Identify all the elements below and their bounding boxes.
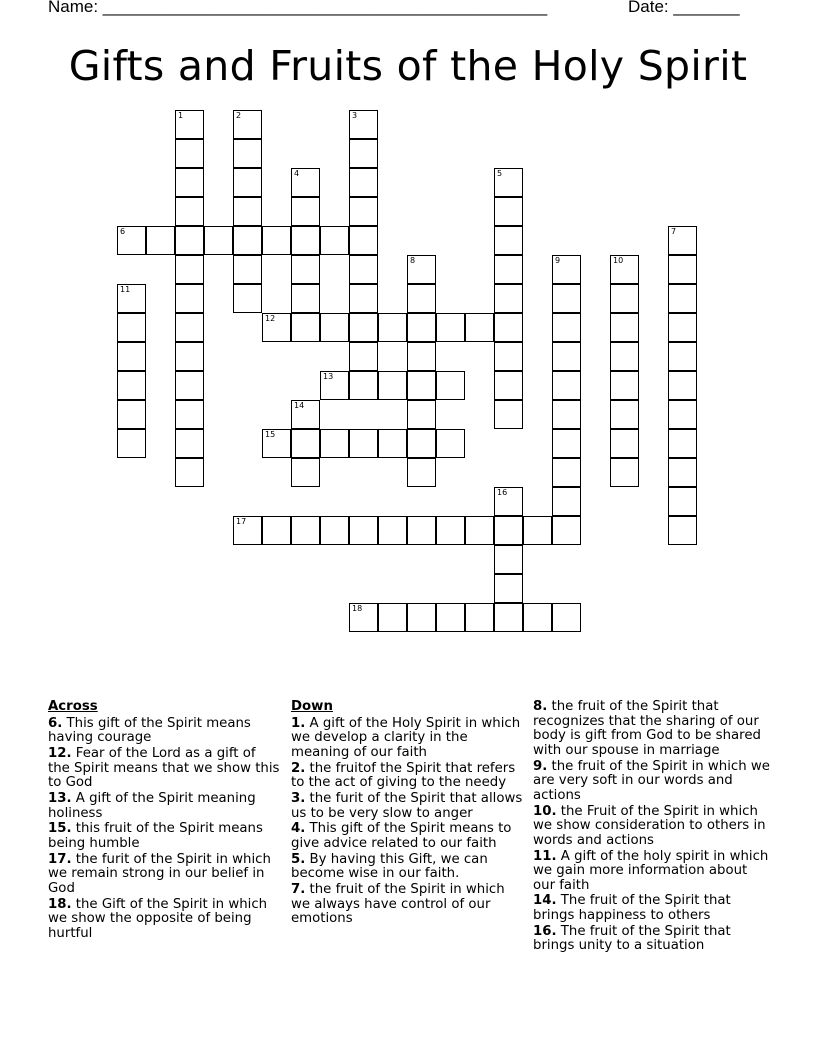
grid-cell[interactable] [233, 255, 262, 284]
clue-text: the Gift of the Spirit in which we show the opposite of being hurtful [48, 896, 268, 941]
grid-cell[interactable] [175, 139, 204, 168]
grid-cell[interactable] [349, 371, 378, 400]
clue-text: the fruit of the Spirit that recognizes that the sharing of our body is gift from God to be shared with our spouse in marriage [533, 699, 761, 758]
clue-item [291, 717, 523, 761]
clue-text: Fear of the Lord as a gift of the Spirit means that we show this to God [48, 745, 280, 791]
grid-cell[interactable] [523, 516, 552, 545]
grid-cell[interactable] [465, 313, 494, 342]
clue-number: 9. [533, 758, 548, 774]
grid-cell[interactable] [349, 429, 378, 458]
grid-cell[interactable] [175, 458, 204, 487]
grid-cell[interactable] [117, 371, 146, 400]
grid-cell[interactable] [668, 516, 697, 545]
cell-number: 9 [555, 256, 561, 265]
grid-cell[interactable] [494, 197, 523, 226]
grid-cell[interactable] [407, 371, 436, 400]
grid-cell[interactable] [407, 313, 436, 342]
clue-text: This gift of the Spirit means to give advice related to our faith [291, 821, 512, 851]
grid-cell[interactable] [320, 371, 349, 400]
grid-cell[interactable] [494, 603, 523, 632]
clue-item [533, 700, 773, 758]
cell-number: 14 [294, 401, 305, 410]
clue-number: 8. [533, 699, 548, 714]
grid-cell[interactable] [494, 516, 523, 545]
grid-cell[interactable] [349, 197, 378, 226]
cell-number: 18 [352, 604, 363, 613]
grid-cell[interactable] [436, 313, 465, 342]
across-clues [48, 700, 280, 943]
grid-cell[interactable] [117, 342, 146, 371]
grid-cell[interactable] [552, 516, 581, 545]
grid-cell[interactable] [117, 226, 146, 255]
cell-number: 2 [236, 111, 242, 120]
grid-cell[interactable] [262, 226, 291, 255]
grid-cell[interactable] [436, 516, 465, 545]
grid-cell[interactable] [407, 284, 436, 313]
grid-cell[interactable] [494, 313, 523, 342]
clue-number: 6. [48, 715, 63, 731]
grid-cell[interactable] [378, 603, 407, 632]
clue-number: 2. [291, 760, 306, 776]
clue-text: this fruit of the Spirit means being humble [48, 821, 263, 851]
grid-cell[interactable] [175, 168, 204, 197]
cell-number: 3 [352, 111, 358, 120]
grid-cell[interactable] [552, 458, 581, 487]
clue-item [48, 822, 280, 851]
grid-cell[interactable] [494, 342, 523, 371]
clue-item [533, 925, 773, 954]
grid-cell[interactable] [291, 168, 320, 197]
clue-number: 11. [533, 848, 557, 864]
down-clues [291, 700, 523, 928]
grid-cell[interactable] [407, 429, 436, 458]
grid-cell[interactable] [320, 226, 349, 255]
cell-number: 7 [671, 227, 677, 236]
clue-item [48, 717, 280, 746]
grid-cell[interactable] [262, 516, 291, 545]
grid-cell[interactable] [552, 255, 581, 284]
clue-text: The fruit of the Spirit that brings happiness to others [533, 893, 731, 924]
grid-cell[interactable] [117, 313, 146, 342]
clue-number: 15. [48, 821, 72, 837]
grid-cell[interactable] [494, 487, 523, 516]
grid-cell[interactable] [175, 284, 204, 313]
grid-cell[interactable] [349, 603, 378, 632]
grid-cell[interactable] [291, 284, 320, 313]
clue-text: the furit of the Spirit that allows us to be very slow to anger [291, 790, 523, 821]
grid-cell[interactable] [291, 429, 320, 458]
clue-item [291, 792, 523, 821]
cell-number: 10 [613, 256, 624, 265]
grid-cell[interactable] [291, 516, 320, 545]
clue-number: 3. [291, 790, 306, 806]
clue-text: the Fruit of the Spirit in which we show consideration to others in words and actions [533, 803, 766, 848]
cell-number: 16 [497, 488, 508, 497]
clue-item [48, 792, 280, 821]
grid-cell[interactable] [668, 255, 697, 284]
grid-cell[interactable] [523, 603, 552, 632]
grid-cell[interactable] [610, 313, 639, 342]
clue-text: the fruit of the Spirit in which we always have control of our emotions [291, 882, 505, 927]
grid-cell[interactable] [610, 284, 639, 313]
grid-cell[interactable] [552, 342, 581, 371]
clue-item [533, 894, 773, 923]
grid-cell[interactable] [465, 516, 494, 545]
cell-number: 13 [323, 372, 334, 381]
grid-cell[interactable] [494, 226, 523, 255]
grid-cell[interactable] [349, 284, 378, 313]
clue-item [291, 822, 523, 851]
grid-cell[interactable] [291, 197, 320, 226]
clue-number: 7. [291, 882, 306, 898]
grid-cell[interactable] [668, 313, 697, 342]
grid-cell[interactable] [465, 603, 494, 632]
grid-cell[interactable] [175, 400, 204, 429]
grid-cell[interactable] [668, 429, 697, 458]
grid-cell[interactable] [668, 284, 697, 313]
grid-cell[interactable] [610, 255, 639, 284]
down-heading: Down [291, 699, 333, 714]
clue-item [48, 898, 280, 942]
grid-cell[interactable] [668, 226, 697, 255]
grid-cell[interactable] [175, 197, 204, 226]
cell-number: 5 [497, 169, 503, 178]
grid-cell[interactable] [233, 284, 262, 313]
grid-cell[interactable] [262, 429, 291, 458]
page-title: Gifts and Fruits of the Holy Spirit [68, 42, 748, 90]
grid-cell[interactable] [320, 313, 349, 342]
grid-cell[interactable] [291, 226, 320, 255]
clue-item [533, 760, 773, 804]
grid-cell[interactable] [552, 284, 581, 313]
clue-number: 13. [48, 790, 72, 806]
cell-number: 4 [294, 169, 300, 178]
grid-cell[interactable] [407, 458, 436, 487]
grid-cell[interactable] [117, 429, 146, 458]
clue-item [291, 883, 523, 927]
grid-cell[interactable] [436, 371, 465, 400]
grid-cell[interactable] [407, 342, 436, 371]
grid-cell[interactable] [610, 371, 639, 400]
clue-item [291, 853, 523, 882]
grid-cell[interactable] [552, 400, 581, 429]
grid-cell[interactable] [552, 487, 581, 516]
clue-number: 5. [291, 851, 306, 867]
grid-cell[interactable] [552, 429, 581, 458]
cell-number: 6 [120, 227, 126, 236]
grid-cell[interactable] [291, 400, 320, 429]
grid-cell[interactable] [291, 458, 320, 487]
clue-number: 4. [291, 821, 306, 837]
grid-cell[interactable] [320, 429, 349, 458]
grid-cell[interactable] [175, 110, 204, 139]
grid-cell[interactable] [436, 429, 465, 458]
grid-cell[interactable] [349, 226, 378, 255]
grid-cell[interactable] [378, 371, 407, 400]
grid-cell[interactable] [610, 458, 639, 487]
grid-cell[interactable] [175, 226, 204, 255]
grid-cell[interactable] [233, 516, 262, 545]
clue-item [291, 762, 523, 791]
grid-cell[interactable] [349, 255, 378, 284]
grid-cell[interactable] [117, 400, 146, 429]
clue-number: 18. [48, 896, 72, 912]
grid-cell[interactable] [494, 545, 523, 574]
clue-item [533, 850, 773, 894]
grid-cell[interactable] [668, 458, 697, 487]
clue-text: The fruit of the Spirit that brings unity to a situation [533, 923, 731, 954]
grid-cell[interactable] [291, 255, 320, 284]
grid-cell[interactable] [349, 139, 378, 168]
grid-cell[interactable] [291, 313, 320, 342]
grid-cell[interactable] [494, 574, 523, 603]
cell-number: 17 [236, 517, 247, 526]
grid-cell[interactable] [407, 603, 436, 632]
clue-text: A gift of the Spirit meaning holiness [48, 790, 256, 821]
grid-cell[interactable] [233, 226, 262, 255]
grid-cell[interactable] [668, 342, 697, 371]
grid-cell[interactable] [349, 313, 378, 342]
grid-cell[interactable] [320, 516, 349, 545]
down-clues-continued [533, 700, 773, 955]
grid-cell[interactable] [552, 313, 581, 342]
grid-cell[interactable] [175, 371, 204, 400]
grid-cell[interactable] [494, 168, 523, 197]
grid-cell[interactable] [668, 487, 697, 516]
grid-cell[interactable] [436, 603, 465, 632]
grid-cell[interactable] [262, 313, 291, 342]
clue-text: A gift of the holy spirit in which we gain more information about our faith [533, 848, 769, 893]
grid-cell[interactable] [407, 400, 436, 429]
cell-number: 15 [265, 430, 276, 439]
grid-cell[interactable] [494, 255, 523, 284]
grid-cell[interactable] [233, 110, 262, 139]
grid-cell[interactable] [233, 197, 262, 226]
grid-cell[interactable] [610, 400, 639, 429]
grid-cell[interactable] [378, 313, 407, 342]
grid-cell[interactable] [378, 516, 407, 545]
clue-text: By having this Gift, we can become wise in our faith. [291, 851, 488, 882]
grid-cell[interactable] [494, 400, 523, 429]
grid-cell[interactable] [175, 429, 204, 458]
clue-number: 14. [533, 893, 557, 909]
grid-cell[interactable] [233, 139, 262, 168]
grid-cell[interactable] [407, 255, 436, 284]
grid-cell[interactable] [610, 429, 639, 458]
cell-number: 8 [410, 256, 416, 265]
grid-cell[interactable] [494, 284, 523, 313]
grid-cell[interactable] [349, 110, 378, 139]
grid-cell[interactable] [233, 168, 262, 197]
grid-cell[interactable] [378, 429, 407, 458]
grid-cell[interactable] [349, 516, 378, 545]
cell-number: 12 [265, 314, 276, 323]
grid-cell[interactable] [175, 255, 204, 284]
grid-cell[interactable] [117, 284, 146, 313]
grid-cell[interactable] [175, 313, 204, 342]
clue-item [48, 853, 280, 897]
grid-cell[interactable] [204, 226, 233, 255]
grid-cell[interactable] [349, 342, 378, 371]
clue-item [533, 805, 773, 849]
grid-cell[interactable] [494, 371, 523, 400]
grid-cell[interactable] [610, 342, 639, 371]
clue-text: the furit of the Spirit in which we remain strong in our belief in God [48, 851, 271, 896]
clue-text: the fruitof the Spirit that refers to the act of giving to the needy [291, 760, 516, 791]
grid-cell[interactable] [668, 371, 697, 400]
clue-text: A gift of the Holy Spirit in which we develop a clarity in the meaning of our faith [291, 715, 521, 760]
clue-number: 10. [533, 803, 557, 819]
clue-number: 1. [291, 715, 306, 731]
clue-text: This gift of the Spirit means having courage [48, 715, 251, 746]
cell-number: 1 [178, 111, 184, 120]
name-field[interactable]: Name: _______________________________________________ [48, 0, 548, 16]
grid-cell[interactable] [552, 371, 581, 400]
grid-cell[interactable] [349, 168, 378, 197]
grid-cell[interactable] [175, 342, 204, 371]
clue-number: 16. [533, 923, 557, 939]
grid-cell[interactable] [668, 400, 697, 429]
clue-number: 17. [48, 851, 72, 867]
clue-text: the fruit of the Spirit in which we are very soft in our words and actions [533, 758, 770, 803]
date-field[interactable]: Date: _______ [628, 0, 740, 16]
across-heading: Across [48, 699, 98, 714]
grid-cell[interactable] [552, 603, 581, 632]
clue-item [48, 747, 280, 791]
cell-number: 11 [120, 285, 131, 294]
grid-cell[interactable] [407, 516, 436, 545]
grid-cell[interactable] [146, 226, 175, 255]
clue-number: 12. [48, 745, 72, 761]
